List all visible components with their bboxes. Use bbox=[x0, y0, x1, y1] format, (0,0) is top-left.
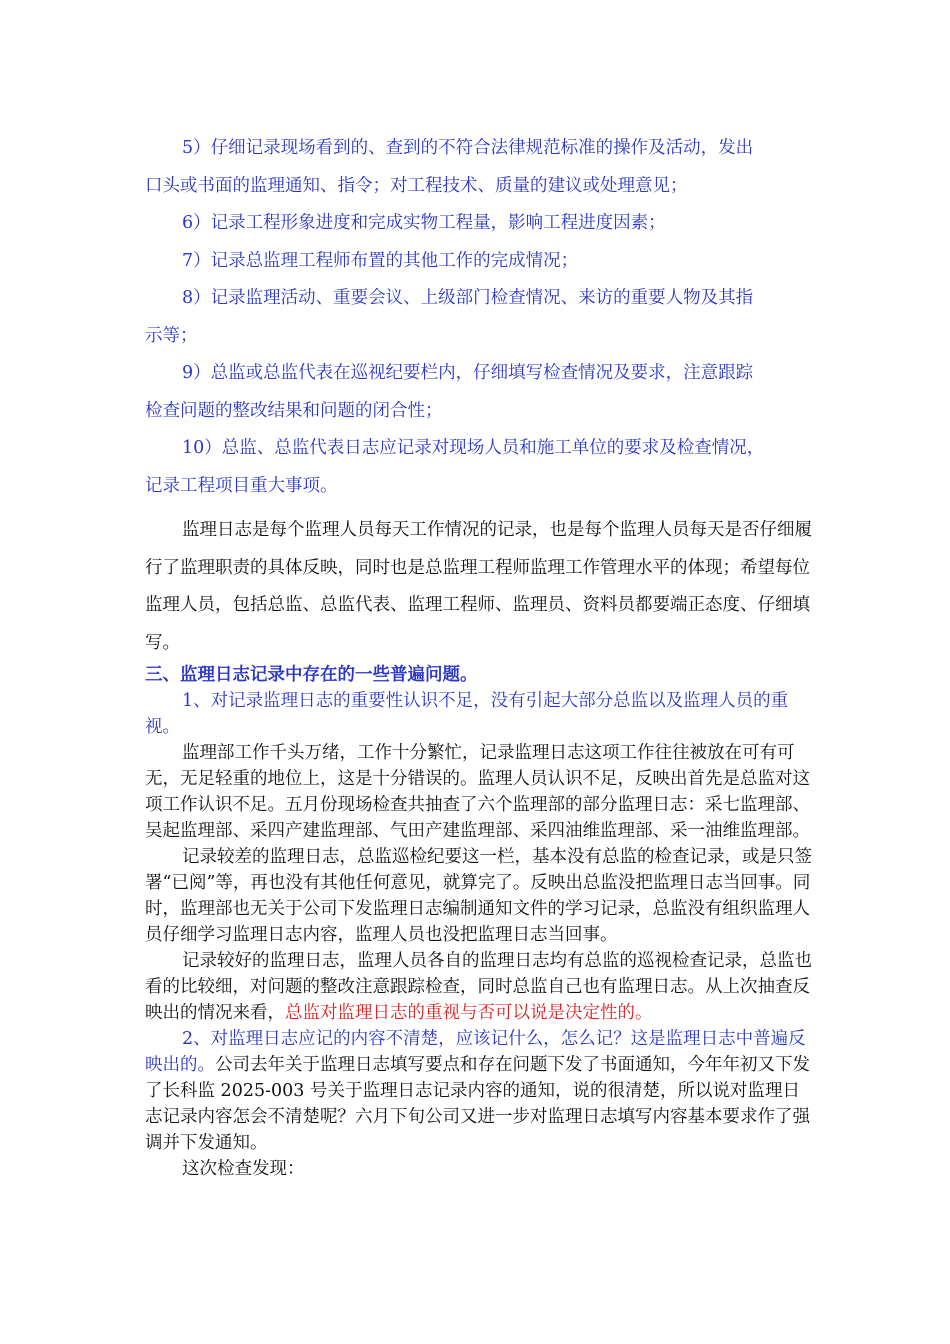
problem2-body: 公司去年关于监理日志填写要点和存在问题下发了书面通知，今年年初又下发了长科监 2025-003 号关于监理日志记录内容的通知，说的很清楚，所以说对监理日志记录内容怎会不清楚呢？六月下旬公司又进一步对监理日志填写内容基本要求作了强调并下发通知。 bbox=[145, 1055, 810, 1153]
list-item-5-cont: 口头或书面的监理通知、指令；对工程技术、质量的建议或处理意见； bbox=[145, 175, 688, 196]
list-item-10-cont: 记录工程项目重大事项。 bbox=[145, 475, 338, 496]
list-item-10: 10）总监、总监代表日志应记录对现场人员和施工单位的要求及检查情况， bbox=[182, 438, 765, 458]
list-item-5: 5）仔细记录现场看到的、查到的不符合法律规范标准的操作及活动，发出 bbox=[182, 138, 754, 158]
section-heading: 三、监理日志记录中存在的一些普遍问题。 bbox=[145, 665, 478, 685]
list-item-8-cont: 示等； bbox=[145, 325, 198, 346]
key-conclusion-highlight: 总监对监理日志的重视与否可以说是决定性的。 bbox=[285, 1003, 653, 1023]
inspection-line: 这次检查发现： bbox=[182, 1159, 305, 1179]
problem2-paragraph bbox=[145, 1026, 813, 1156]
summary-section bbox=[145, 512, 813, 662]
problem2-title: 2、对监理日志应记的内容不清楚，应该记什么，怎么记？这是监理日志中普遍反映出的。 bbox=[145, 1029, 806, 1075]
summary-paragraph: 监理日志是每个监理人员每天工作情况的记录，也是每个监理人员每天是否仔细履行了监理职责的具体反映，同时也是总监理工程师监理工作管理水平的体现；希望每位监理人员，包括总监、总监代表、监理工程师、监理员、资料员都要端正态度、仔细填写。 bbox=[145, 520, 812, 653]
problem1-paragraph3: 记录较好的监理日志，监理人员各自的监理日志均有总监的巡视检查记录，总监也看的比较细，对问题的整改注意跟踪检查，同时总监自己也有监理日志。从上次抽查反映出的情况来看，总监对监理日志的重视与否可以说是决定性的。 bbox=[145, 951, 812, 1023]
list-item-7: 7）记录总监理工程师布置的其他工作的完成情况； bbox=[182, 250, 579, 271]
problems-section bbox=[145, 662, 813, 1182]
list-item-9: 9）总监或总监代表在巡视纪要栏内，仔细填写检查情况及要求，注意跟踪 bbox=[182, 363, 754, 383]
numbered-list bbox=[145, 130, 813, 505]
list-item-6: 6）记录工程形象进度和完成实物工程量，影响工程进度因素； bbox=[182, 213, 666, 233]
problem1-paragraph2: 记录较差的监理日志，总监巡检纪要这一栏，基本没有总监的检查记录，或是只签署“已阅”等，再也没有其他任何意见，就算完了。反映出总监没把监理日志当回事。同时，监理部也无关于公司下发监理日志编制通知文件的学习记录，总监没有组织监理人员仔细学习监理日志内容，监理人员也没把监理日志当回事。 bbox=[145, 847, 812, 945]
list-item-9-cont: 检查问题的整改结果和问题的闭合性； bbox=[145, 400, 443, 421]
problem1-title: 1、对记录监理日志的重要性认识不足，没有引起大部分总监以及监理人员的重视。 bbox=[145, 691, 789, 737]
problem1-paragraph1: 监理部工作千头万绪，工作十分繁忙，记录监理日志这项工作往往被放在可有可无，无足轻重的地位上，这是十分错误的。监理人员认识不足，反映出首先是总监对这项工作认识不足。五月份现场检查共抽查了六个监理部的部分监理日志：采七监理部、吴起监理部、采四产建监理部、气田产建监理部、采四油维监理部、采一油维监理部。 bbox=[145, 743, 810, 841]
list-item-8: 8）记录监理活动、重要会议、上级部门检查情况、来访的重要人物及其指 bbox=[182, 288, 754, 308]
